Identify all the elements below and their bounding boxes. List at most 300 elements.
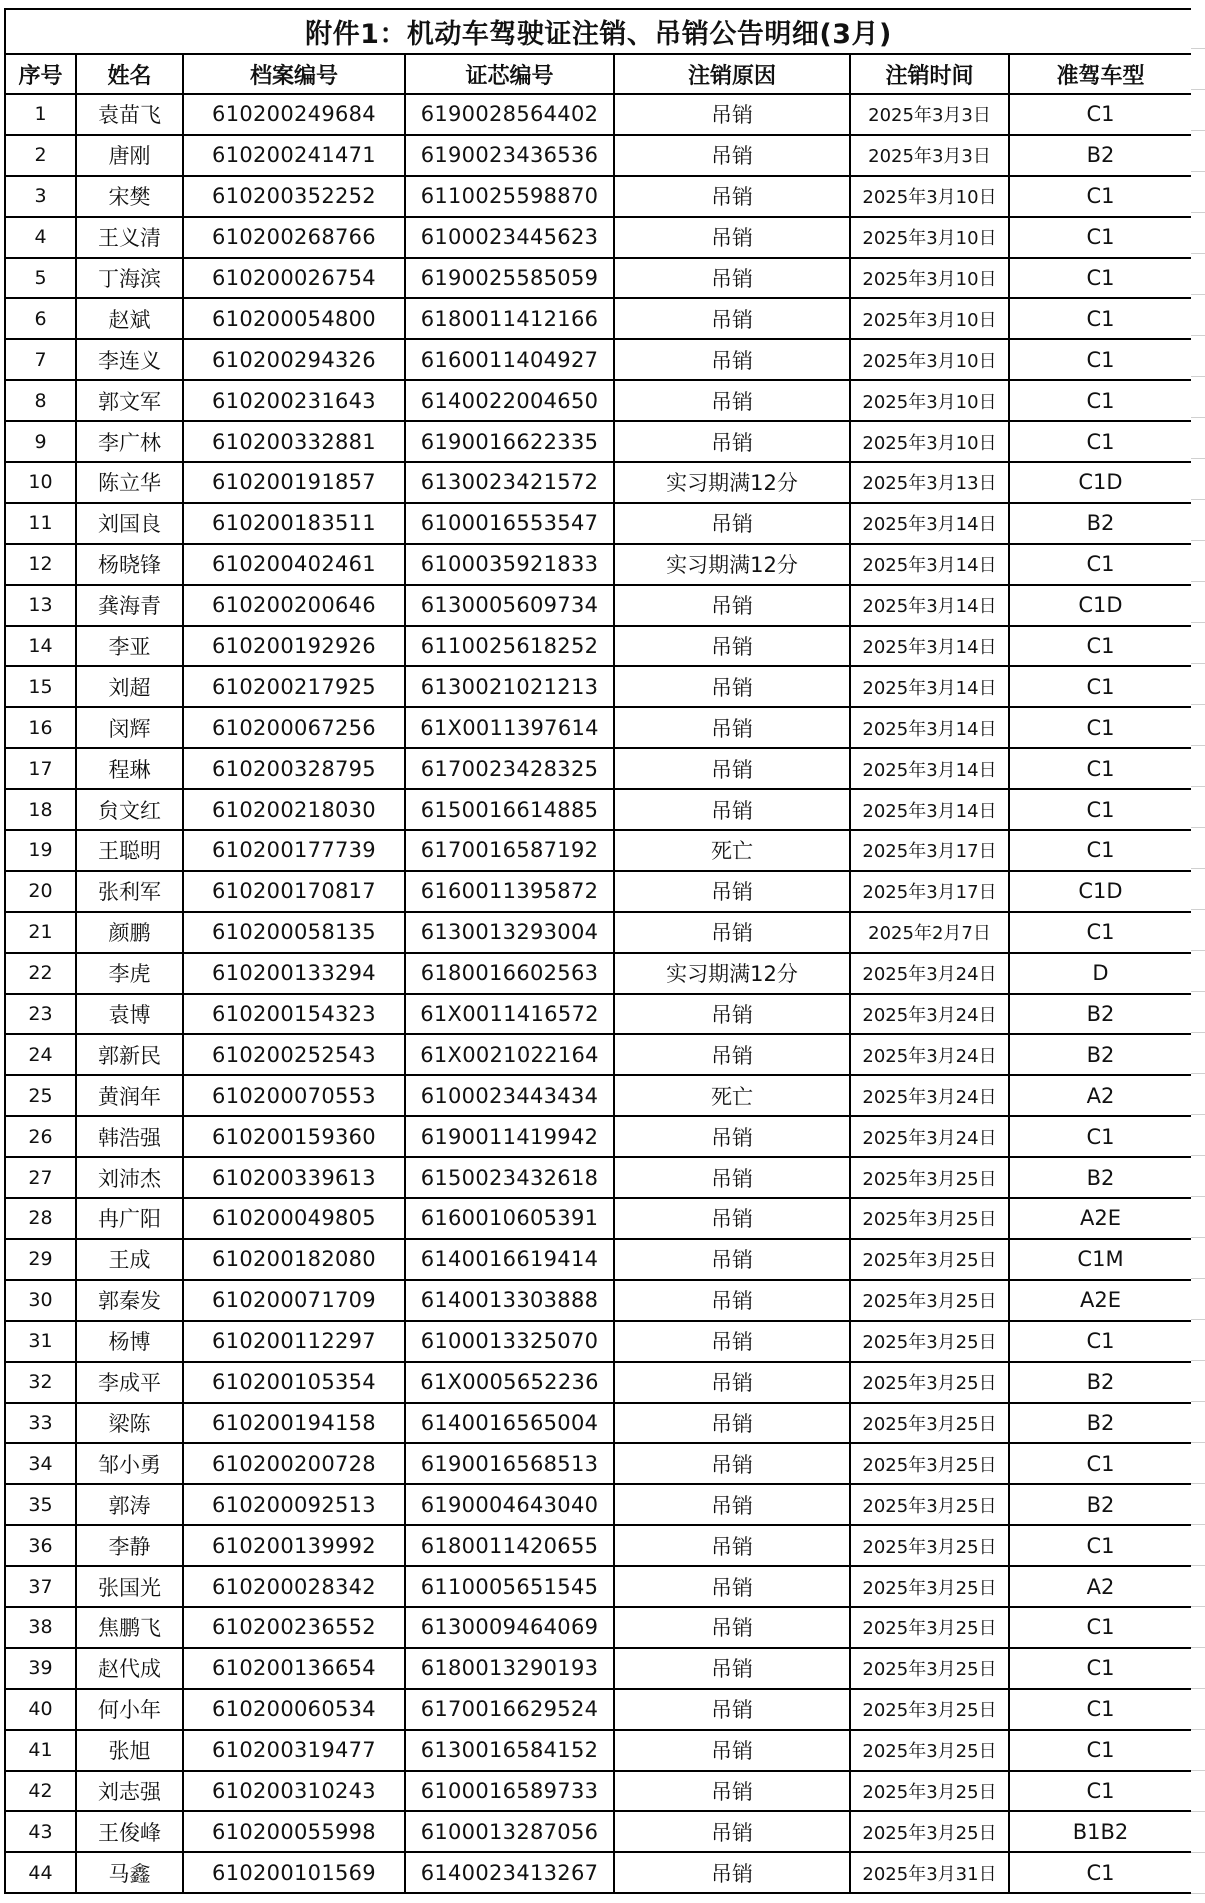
cell-file-no: 610200218030	[183, 789, 405, 830]
cell-name: 李亚	[76, 626, 183, 667]
cell-vehicle-class: C1	[1009, 1607, 1192, 1648]
cell-name: 李广林	[76, 421, 183, 462]
cell-name: 闵辉	[76, 707, 183, 748]
cell-name: 袁苗飞	[76, 94, 183, 135]
cell-vehicle-class: C1D	[1009, 462, 1192, 503]
cell-chip-no: 6140016565004	[405, 1403, 614, 1444]
cell-date: 2025年3月25日	[850, 1607, 1009, 1648]
cell-file-no: 610200105354	[183, 1362, 405, 1403]
cell-index: 34	[5, 1443, 76, 1484]
cell-reason: 吊销	[614, 217, 850, 258]
cell-date: 2025年3月17日	[850, 830, 1009, 871]
col-header-name: 姓名	[76, 54, 183, 94]
table-row	[5, 298, 1192, 339]
cell-date: 2025年3月14日	[850, 503, 1009, 544]
cell-reason: 实习期满12分	[614, 544, 850, 585]
cell-file-no: 610200060534	[183, 1689, 405, 1730]
table-row	[5, 1811, 1192, 1852]
cell-file-no: 610200200728	[183, 1443, 405, 1484]
cell-index: 11	[5, 503, 76, 544]
cell-index: 26	[5, 1116, 76, 1157]
cell-name: 郭文军	[76, 380, 183, 421]
cell-chip-no: 6180013290193	[405, 1648, 614, 1689]
cell-index: 42	[5, 1771, 76, 1812]
table-row	[5, 1362, 1192, 1403]
table-row	[5, 871, 1192, 912]
cell-file-no: 610200241471	[183, 135, 405, 176]
table-row	[5, 912, 1192, 953]
cell-date: 2025年3月10日	[850, 380, 1009, 421]
cell-vehicle-class: C1	[1009, 94, 1192, 135]
cell-index: 4	[5, 217, 76, 258]
cell-name: 贠文红	[76, 789, 183, 830]
cell-name: 张旭	[76, 1730, 183, 1771]
table-row	[5, 94, 1192, 135]
cell-name: 刘志强	[76, 1771, 183, 1812]
cell-chip-no: 6100023445623	[405, 217, 614, 258]
cell-chip-no: 6190023436536	[405, 135, 614, 176]
cell-date: 2025年3月14日	[850, 585, 1009, 626]
cell-name: 袁博	[76, 994, 183, 1035]
cell-reason: 吊销	[614, 1484, 850, 1525]
cell-date: 2025年3月14日	[850, 789, 1009, 830]
cell-index: 28	[5, 1198, 76, 1239]
table-row	[5, 1443, 1192, 1484]
cell-vehicle-class: A2	[1009, 1075, 1192, 1116]
cell-index: 22	[5, 953, 76, 994]
cell-index: 29	[5, 1239, 76, 1280]
cell-index: 40	[5, 1689, 76, 1730]
cell-index: 8	[5, 380, 76, 421]
cell-date: 2025年3月24日	[850, 1034, 1009, 1075]
table-row	[5, 1484, 1192, 1525]
col-header-index: 序号	[5, 54, 76, 94]
cell-index: 16	[5, 707, 76, 748]
cell-date: 2025年3月14日	[850, 707, 1009, 748]
cell-index: 12	[5, 544, 76, 585]
cell-chip-no: 6190004643040	[405, 1484, 614, 1525]
cell-chip-no: 6140016619414	[405, 1239, 614, 1280]
cell-file-no: 610200192926	[183, 626, 405, 667]
cell-chip-no: 6110005651545	[405, 1566, 614, 1607]
table-row	[5, 1566, 1192, 1607]
table-row	[5, 585, 1192, 626]
cell-reason: 吊销	[614, 1771, 850, 1812]
cell-chip-no: 6190016568513	[405, 1443, 614, 1484]
cell-name: 李成平	[76, 1362, 183, 1403]
cell-index: 19	[5, 830, 76, 871]
cell-file-no: 610200268766	[183, 217, 405, 258]
cell-chip-no: 6160011404927	[405, 339, 614, 380]
cell-date: 2025年3月17日	[850, 871, 1009, 912]
cell-file-no: 610200294326	[183, 339, 405, 380]
cell-date: 2025年3月24日	[850, 994, 1009, 1035]
cell-date: 2025年3月25日	[850, 1730, 1009, 1771]
table-row	[5, 1239, 1192, 1280]
cell-chip-no: 6110025618252	[405, 626, 614, 667]
cell-name: 丁海滨	[76, 258, 183, 299]
cell-chip-no: 6190011419942	[405, 1116, 614, 1157]
cell-name: 龚海青	[76, 585, 183, 626]
cell-index: 9	[5, 421, 76, 462]
cell-index: 27	[5, 1157, 76, 1198]
cell-name: 韩浩强	[76, 1116, 183, 1157]
cell-name: 邹小勇	[76, 1443, 183, 1484]
cell-date: 2025年3月25日	[850, 1157, 1009, 1198]
cell-chip-no: 6180016602563	[405, 953, 614, 994]
table-row	[5, 1689, 1192, 1730]
cell-file-no: 610200252543	[183, 1034, 405, 1075]
cell-file-no: 610200136654	[183, 1648, 405, 1689]
table-row	[5, 503, 1192, 544]
cell-date: 2025年3月14日	[850, 626, 1009, 667]
cell-file-no: 610200194158	[183, 1403, 405, 1444]
table-row	[5, 380, 1192, 421]
cell-file-no: 610200054800	[183, 298, 405, 339]
cell-name: 焦鹏飞	[76, 1607, 183, 1648]
cell-date: 2025年3月24日	[850, 1116, 1009, 1157]
cell-file-no: 610200159360	[183, 1116, 405, 1157]
cell-vehicle-class: C1	[1009, 666, 1192, 707]
cell-file-no: 610200182080	[183, 1239, 405, 1280]
cell-vehicle-class: C1	[1009, 830, 1192, 871]
cell-chip-no: 6130013293004	[405, 912, 614, 953]
table-row	[5, 1403, 1192, 1444]
table-row	[5, 994, 1192, 1035]
cell-chip-no: 6130023421572	[405, 462, 614, 503]
cell-reason: 吊销	[614, 1811, 850, 1852]
cell-file-no: 610200231643	[183, 380, 405, 421]
cell-file-no: 610200101569	[183, 1852, 405, 1893]
cell-date: 2025年3月25日	[850, 1689, 1009, 1730]
cell-date: 2025年3月14日	[850, 544, 1009, 585]
cell-file-no: 610200026754	[183, 258, 405, 299]
cell-chip-no: 61X0011416572	[405, 994, 614, 1035]
cell-file-no: 610200183511	[183, 503, 405, 544]
table-row	[5, 1198, 1192, 1239]
cell-date: 2025年3月10日	[850, 339, 1009, 380]
cell-vehicle-class: B2	[1009, 503, 1192, 544]
cell-chip-no: 6100016553547	[405, 503, 614, 544]
cell-chip-no: 61X0005652236	[405, 1362, 614, 1403]
cell-reason: 吊销	[614, 1566, 850, 1607]
cell-file-no: 610200049805	[183, 1198, 405, 1239]
cell-date: 2025年3月25日	[850, 1321, 1009, 1362]
cell-date: 2025年3月25日	[850, 1648, 1009, 1689]
table-row	[5, 1075, 1192, 1116]
cell-name: 李虎	[76, 953, 183, 994]
cell-date: 2025年3月10日	[850, 176, 1009, 217]
cell-name: 何小年	[76, 1689, 183, 1730]
cell-index: 36	[5, 1525, 76, 1566]
cell-name: 刘国良	[76, 503, 183, 544]
cell-vehicle-class: C1	[1009, 1852, 1192, 1893]
cell-file-no: 610200112297	[183, 1321, 405, 1362]
cell-index: 32	[5, 1362, 76, 1403]
cell-date: 2025年3月25日	[850, 1771, 1009, 1812]
cell-date: 2025年3月24日	[850, 1075, 1009, 1116]
cell-index: 44	[5, 1852, 76, 1893]
cell-name: 冉广阳	[76, 1198, 183, 1239]
cell-chip-no: 6190016622335	[405, 421, 614, 462]
cell-date: 2025年2月7日	[850, 912, 1009, 953]
cell-vehicle-class: C1	[1009, 626, 1192, 667]
table-row	[5, 176, 1192, 217]
cell-chip-no: 6170016629524	[405, 1689, 614, 1730]
cell-vehicle-class: C1	[1009, 544, 1192, 585]
table-row	[5, 1771, 1192, 1812]
table-row	[5, 1607, 1192, 1648]
cell-chip-no: 6100016589733	[405, 1771, 614, 1812]
table-row	[5, 748, 1192, 789]
cell-index: 6	[5, 298, 76, 339]
cell-file-no: 610200191857	[183, 462, 405, 503]
sheet-gridlines	[1191, 8, 1205, 1903]
table-row	[5, 1321, 1192, 1362]
cell-vehicle-class: C1	[1009, 789, 1192, 830]
cell-file-no: 610200402461	[183, 544, 405, 585]
cell-reason: 吊销	[614, 707, 850, 748]
cell-vehicle-class: C1	[1009, 176, 1192, 217]
cell-reason: 实习期满12分	[614, 953, 850, 994]
cell-reason: 吊销	[614, 748, 850, 789]
cell-name: 李静	[76, 1525, 183, 1566]
cell-file-no: 610200139992	[183, 1525, 405, 1566]
cell-date: 2025年3月14日	[850, 748, 1009, 789]
cell-chip-no: 6130005609734	[405, 585, 614, 626]
cell-reason: 吊销	[614, 871, 850, 912]
table-row	[5, 258, 1192, 299]
table-row	[5, 1648, 1192, 1689]
cell-vehicle-class: B2	[1009, 1362, 1192, 1403]
cell-reason: 吊销	[614, 380, 850, 421]
cell-date: 2025年3月24日	[850, 953, 1009, 994]
cell-file-no: 610200154323	[183, 994, 405, 1035]
cell-chip-no: 61X0021022164	[405, 1034, 614, 1075]
cell-vehicle-class: C1	[1009, 912, 1192, 953]
cell-reason: 吊销	[614, 1648, 850, 1689]
cell-date: 2025年3月10日	[850, 217, 1009, 258]
cell-file-no: 610200133294	[183, 953, 405, 994]
cell-reason: 吊销	[614, 1280, 850, 1321]
cell-reason: 吊销	[614, 1239, 850, 1280]
cell-chip-no: 6130021021213	[405, 666, 614, 707]
cell-index: 10	[5, 462, 76, 503]
cell-vehicle-class: C1	[1009, 1689, 1192, 1730]
cell-reason: 吊销	[614, 1852, 850, 1893]
cell-chip-no: 6140022004650	[405, 380, 614, 421]
cell-vehicle-class: C1	[1009, 1525, 1192, 1566]
cell-index: 31	[5, 1321, 76, 1362]
cell-name: 赵斌	[76, 298, 183, 339]
cell-chip-no: 6100013325070	[405, 1321, 614, 1362]
cell-date: 2025年3月10日	[850, 298, 1009, 339]
cell-vehicle-class: C1	[1009, 339, 1192, 380]
cell-name: 杨博	[76, 1321, 183, 1362]
cell-name: 王成	[76, 1239, 183, 1280]
cell-chip-no: 6100035921833	[405, 544, 614, 585]
cell-name: 唐刚	[76, 135, 183, 176]
cell-vehicle-class: B1B2	[1009, 1811, 1192, 1852]
cell-index: 43	[5, 1811, 76, 1852]
cell-index: 15	[5, 666, 76, 707]
cell-vehicle-class: A2E	[1009, 1198, 1192, 1239]
cell-name: 王义清	[76, 217, 183, 258]
table-row	[5, 707, 1192, 748]
cell-date: 2025年3月25日	[850, 1280, 1009, 1321]
cell-index: 25	[5, 1075, 76, 1116]
cell-index: 41	[5, 1730, 76, 1771]
cell-chip-no: 6150023432618	[405, 1157, 614, 1198]
cell-name: 王聪明	[76, 830, 183, 871]
cell-vehicle-class: C1	[1009, 1648, 1192, 1689]
cell-file-no: 610200236552	[183, 1607, 405, 1648]
cell-index: 7	[5, 339, 76, 380]
cell-date: 2025年3月13日	[850, 462, 1009, 503]
cell-index: 17	[5, 748, 76, 789]
cell-reason: 吊销	[614, 1403, 850, 1444]
cell-chip-no: 6190025585059	[405, 258, 614, 299]
cell-reason: 吊销	[614, 1443, 850, 1484]
cell-reason: 实习期满12分	[614, 462, 850, 503]
cell-index: 2	[5, 135, 76, 176]
cell-index: 5	[5, 258, 76, 299]
col-header-reason: 注销原因	[614, 54, 850, 94]
cell-name: 马鑫	[76, 1852, 183, 1893]
cell-chip-no: 6180011412166	[405, 298, 614, 339]
cell-reason: 吊销	[614, 1321, 850, 1362]
cell-index: 1	[5, 94, 76, 135]
cell-vehicle-class: C1	[1009, 1116, 1192, 1157]
cell-chip-no: 6170016587192	[405, 830, 614, 871]
cell-vehicle-class: C1M	[1009, 1239, 1192, 1280]
table-row	[5, 135, 1192, 176]
cell-vehicle-class: B2	[1009, 1157, 1192, 1198]
cell-reason: 吊销	[614, 1034, 850, 1075]
cell-file-no: 610200319477	[183, 1730, 405, 1771]
table-row	[5, 830, 1192, 871]
cell-name: 郭涛	[76, 1484, 183, 1525]
cell-reason: 吊销	[614, 298, 850, 339]
cell-reason: 死亡	[614, 830, 850, 871]
cell-reason: 吊销	[614, 1362, 850, 1403]
cell-vehicle-class: C1	[1009, 258, 1192, 299]
cell-file-no: 610200067256	[183, 707, 405, 748]
cell-date: 2025年3月25日	[850, 1362, 1009, 1403]
cell-date: 2025年3月25日	[850, 1566, 1009, 1607]
cell-reason: 吊销	[614, 1198, 850, 1239]
cell-chip-no: 6150016614885	[405, 789, 614, 830]
cell-file-no: 610200170817	[183, 871, 405, 912]
cell-vehicle-class: C1D	[1009, 871, 1192, 912]
table-row	[5, 1116, 1192, 1157]
cell-reason: 吊销	[614, 1525, 850, 1566]
cell-vehicle-class: C1D	[1009, 585, 1192, 626]
cell-name: 宋樊	[76, 176, 183, 217]
cell-vehicle-class: C1	[1009, 707, 1192, 748]
cell-chip-no: 6130016584152	[405, 1730, 614, 1771]
cell-chip-no: 6160011395872	[405, 871, 614, 912]
cell-chip-no: 6110025598870	[405, 176, 614, 217]
sheet-top-margin	[0, 0, 1205, 8]
cell-reason: 吊销	[614, 994, 850, 1035]
cell-file-no: 610200328795	[183, 748, 405, 789]
cell-file-no: 610200071709	[183, 1280, 405, 1321]
cell-file-no: 610200310243	[183, 1771, 405, 1812]
cell-file-no: 610200332881	[183, 421, 405, 462]
cell-name: 杨晓锋	[76, 544, 183, 585]
cell-vehicle-class: B2	[1009, 1034, 1192, 1075]
cell-date: 2025年3月25日	[850, 1811, 1009, 1852]
cell-reason: 吊销	[614, 135, 850, 176]
cell-chip-no: 6140023413267	[405, 1852, 614, 1893]
cell-file-no: 610200070553	[183, 1075, 405, 1116]
cell-index: 18	[5, 789, 76, 830]
cell-date: 2025年3月25日	[850, 1198, 1009, 1239]
table-row	[5, 462, 1192, 503]
cell-vehicle-class: C1	[1009, 1730, 1192, 1771]
table-row	[5, 1280, 1192, 1321]
cell-index: 21	[5, 912, 76, 953]
cell-reason: 吊销	[614, 912, 850, 953]
cell-reason: 吊销	[614, 258, 850, 299]
col-header-chip-no: 证芯编号	[405, 54, 614, 94]
table-row	[5, 666, 1192, 707]
cell-vehicle-class: B2	[1009, 1484, 1192, 1525]
cell-index: 39	[5, 1648, 76, 1689]
cell-vehicle-class: A2	[1009, 1566, 1192, 1607]
cell-file-no: 610200339613	[183, 1157, 405, 1198]
cell-name: 刘超	[76, 666, 183, 707]
cell-reason: 吊销	[614, 339, 850, 380]
cell-index: 20	[5, 871, 76, 912]
cell-vehicle-class: C1	[1009, 421, 1192, 462]
cell-date: 2025年3月25日	[850, 1403, 1009, 1444]
cell-vehicle-class: C1	[1009, 748, 1192, 789]
cell-name: 赵代成	[76, 1648, 183, 1689]
cell-reason: 吊销	[614, 789, 850, 830]
cell-name: 梁陈	[76, 1403, 183, 1444]
cell-reason: 吊销	[614, 1689, 850, 1730]
cell-vehicle-class: C1	[1009, 380, 1192, 421]
cell-index: 13	[5, 585, 76, 626]
cell-reason: 吊销	[614, 503, 850, 544]
cell-index: 35	[5, 1484, 76, 1525]
cell-reason: 吊销	[614, 626, 850, 667]
cell-chip-no: 6100013287056	[405, 1811, 614, 1852]
cell-vehicle-class: B2	[1009, 135, 1192, 176]
cell-vehicle-class: B2	[1009, 1403, 1192, 1444]
cell-name: 颜鹏	[76, 912, 183, 953]
cell-index: 38	[5, 1607, 76, 1648]
cell-vehicle-class: B2	[1009, 994, 1192, 1035]
cell-index: 33	[5, 1403, 76, 1444]
cell-date: 2025年3月25日	[850, 1239, 1009, 1280]
cell-index: 37	[5, 1566, 76, 1607]
cell-name: 郭新民	[76, 1034, 183, 1075]
spreadsheet	[4, 8, 1191, 1894]
cell-index: 24	[5, 1034, 76, 1075]
cell-chip-no: 6140013303888	[405, 1280, 614, 1321]
cell-vehicle-class: C1	[1009, 298, 1192, 339]
cell-reason: 吊销	[614, 1607, 850, 1648]
cell-name: 刘沛杰	[76, 1157, 183, 1198]
table-body	[5, 94, 1192, 1893]
table-row	[5, 1525, 1192, 1566]
table-row	[5, 789, 1192, 830]
header-row	[5, 54, 1192, 94]
cell-date: 2025年3月3日	[850, 135, 1009, 176]
